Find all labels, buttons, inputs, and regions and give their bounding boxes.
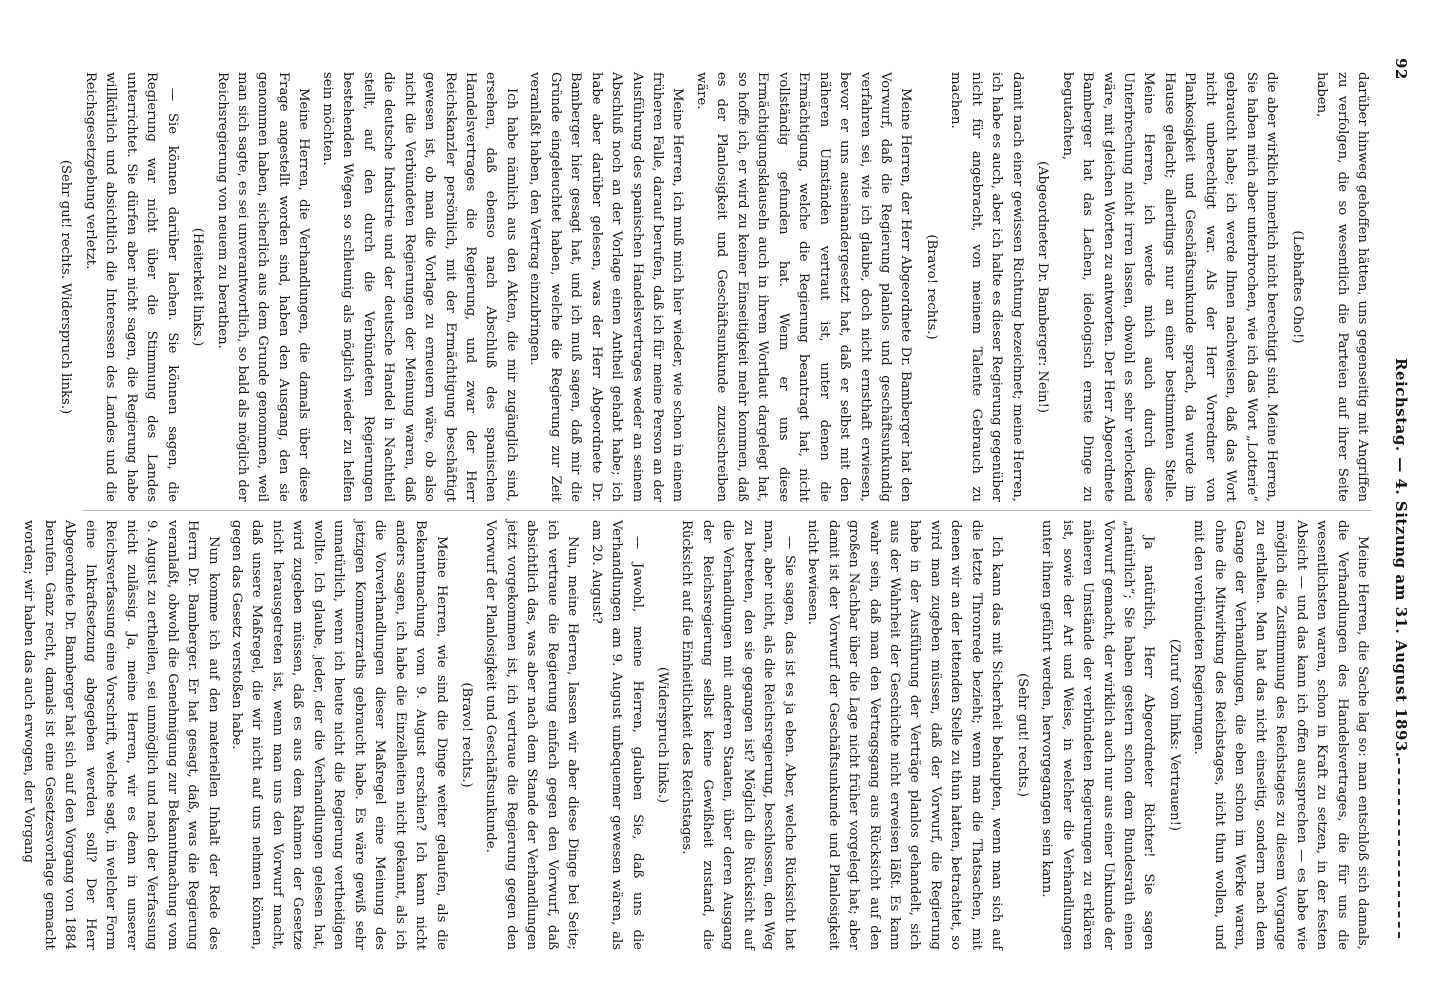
interjection-note: (Lebhaftes Oho!) bbox=[1289, 230, 1305, 344]
speech-paragraph: die aber wirklich innerlich nicht berechtigt sind. Meine Herren, Sie haben mich aber unterbrochen, wie ich das Wort „Lotterie“ gebraucht habe; ich werde Ihnen nachweisen, daß das Wort nicht unberechtigt war. Als der Herr Vorredner von Plankosigkeit und Geschäftsunkunde sprach, da wurde im Hause gelacht; allerdings nur an einer bestimmten Stelle. Meine Herren, ich werde mich auch durch diese Unterbrechung nicht irren lassen, obwohl es sehr verlockend wäre, mit gleichen Worten zu antworten. Der Herr Abgeordnete Bamberger hat das Lachen, ideologisch ernste Dinge zu begutachten, bbox=[1059, 72, 1280, 502]
speech-paragraph: Nun, meine Herren, lassen wir aber diese Dinge bei Seite; ich vertraue die Regierung einfach gegen den Vorwurf, daß absichtlich das, was aber nach dem Stande der Verhandlungen jetzt vorgekommen ist, ich vertraue die Regierung gegen den Vorwurf der Planlosigkeit und Geschäftsunkunde. bbox=[483, 520, 581, 950]
interjection-note: (Zuruf von links: Vertrauen!) bbox=[1166, 638, 1182, 832]
speech-paragraph: — Sie sagen, das ist es ja eben. Aber, welche Rücksicht hat man, aber nicht, als die Reichsregierung, beschlossen, den Weg zu betreten, den sie gegangen ist? Möglich die Rücksicht auf die Verhandlungen mit anderen Staaten, über deren Ausgang der Reichsregierung selbst keine Gewißheit zustand, die Rücksicht auf die Einheitlichkeit des Reichstages. bbox=[679, 520, 797, 950]
interjection-note: (Sehr gut! rechts.) bbox=[1014, 672, 1030, 798]
text-column-left bbox=[58, 72, 1372, 502]
interjection-note: (Widerspruch links.) bbox=[655, 666, 671, 804]
text-column-right bbox=[21, 520, 1372, 950]
interjection-note: (Sehr gut! rechts. Widerspruch links.) bbox=[58, 159, 74, 415]
page-header bbox=[1384, 58, 1414, 938]
speech-paragraph: — Sie können darüber lachen. Sie können sagen, die Regierung war nicht über die Stimmung des Landes unterrichtet. Sie dürfen aber nicht sagen, die Regierung habe willkürlich und absichtlich die Interessen des Landes und die Reichsgesetzgebung verletzt. bbox=[82, 72, 180, 502]
speech-paragraph: damit nach einer gewissen Richtung bezeichnet; meine Herren, ich habe es auch, aber ich halte es dieser Regierung gegenüber nicht für angebracht, von meinem Talente Gebrauch zu machen. bbox=[948, 72, 1025, 502]
speech-paragraph: Meine Herren, die Sache lag so: man entschloß sich damals, die Verhandlungen des Handelsvertrages, die für uns die wesentlichsten waren, schon in Kraft zu setzen, in der festen Absicht — und das kann ich offen aussprechen — es habe wie möglich die Zustimmung des Reichstages zu diesem Vorgange zu erhalten. Man hat das nicht einseitig, sondern nach dem Gange der Verhandlungen, die eben schon im Werke waren, ohne die Mitwirkung des Reichstages, nicht thun wollen, und mit den verbündeten Regierungen. bbox=[1191, 520, 1370, 950]
column-divider bbox=[82, 510, 1372, 511]
speech-paragraph: Nun komme ich auf den materiellen Inhalt der Rede des Herrn Dr. Bamberger. Er hat gesagt, daß, was die Regierung veranlaßt, obwohl die Genehmigung zur Bekanntmachung vom 9. August zu ertheilen, sei unmöglich und nach der Verfassung nicht zulässig. Ja, meine Herren, wir es denn in unserer Reichsverfassung eine Vorschrift, welche sagt, in welcher Form eine Inkraftsetzung abgegeben werden soll? Der Herr Abgeordnete Dr. Bamberger hat sich auf den Vorgang von 1884 berufen. Ganz recht, damals ist eine Gesetzesvorlage gemacht worden; wir haben das auch erwogen, der Vorgang bbox=[21, 520, 221, 950]
speech-paragraph: Meine Herren, ich muß mich hier wieder, wie schon in einem früheren Falle, darauf berufen, daß ich für meine Person an der Ausführung des spanischen Handelsvertrages weder an seinem Abschluß noch an der Vorlage einen Antheil gehabt habe; ich habe aber darüber gelesen, was der Herr Abgeordnete Dr. Bamberger hier gesagt hat, und ich muß sagen, daß mir die Gründe eingeleuchtet haben, welche die Regierung zur Zeit veranlaßt haben, den Vertrag einzubringen. bbox=[527, 72, 686, 502]
speech-paragraph: Ja natürlich, Herr Abgeordneter Richter! Sie sagen „natürlich“; Sie haben gestern schon dem Bundesrath einen Vorwurf gemacht, der wirklich auch nur aus einer Unkunde der näheren Umstände der verbündeten Regierungen zu erklären ist, sowie der Art und Weise, in welcher die Verhandlungen unter ihnen geführt werden, hervorgegangen sein kann. bbox=[1039, 520, 1157, 950]
running-title: Reichstag. — 4. Sitzung am 31. August 1893. bbox=[1392, 358, 1410, 758]
speech-paragraph: Ich kann das mit Sicherheit behaupten, wenn man sich auf die letzte Thronrede bezieht; wenn man die Thatsachen, mit denen wir an der lettenden Stelle zu thun hatten, betrachtet, so wird man zugeben müssen, daß der Vorwurf, die Regierung habe in der Ausführung der Verträge planlos gehandelt, sich aus der Wahrheit der Geschichte nicht erweisen läßt. Es kann wahr sein, daß man den Vertragsgang aus Rücksicht auf den großen Nachbar über die Lage nicht früher vorgelegt hat; aber damit ist der Vorwurf der Geschäftsunkunde und Planlosigkeit nicht bewiesen. bbox=[805, 520, 1005, 950]
interjection-note: (Abgeordneter Dr. Bamberger: Nein!) bbox=[1035, 160, 1051, 414]
interjection-note: (Bravo! rechts.) bbox=[458, 682, 474, 788]
speech-paragraph: darüber hinweg gehoffen hätten, uns gegenseitig mit Angriffen zu verfolgen, die so wesentlich die Parteien auf ihrer Seite haben, bbox=[1314, 72, 1370, 502]
header-rule bbox=[1398, 758, 1400, 938]
speech-paragraph: Ich habe nämlich aus den Akten, die mir zugänglich sind, ersehen, daß ebenso nach Abschluß des spanischen Handelsvertrages die Regierung, und zwar der Herr Reichskanzler persönlich, mit der Ermächtigung beschäftigt gewesen ist, ob man die Vorlage zu erneuern wäre, ob also nicht die Verbündeten Regierungen der Meinung waren, daß die deutsche Industrie und der deutsche Handel in Nachtheil stellt, auf den durch die Verbündeten Regierungen bestehenden Wegen so schleunig als möglich wieder zu helfen sein möchten. bbox=[319, 72, 519, 502]
speech-paragraph: Meine Herren, die Verhandlungen, die damals über diese Frage angestellt worden sind, haben den Ausgang, den sie genommen haben, sicherlich aus dem Grunde genommen, weil man sich sagte, es sei unverantwortlich, so bald als möglich der Reichsregierung von neuem zu berathen. bbox=[214, 72, 312, 502]
speech-paragraph: Meine Herren, wie sind die Dinge weiter gelaufen, als die Bekanntmachung vom 9. August erschien? Ich kann nicht anders sagen, ich habe die Einzelheiten nicht gekannt, als ich die Vorverhandlungen dieser Maßregel eine Meinung des jetzigen Kommerzraths gebraucht habe. Es wäre gewiß sehr unnatürlich, wenn ich heute nicht die Regierung vertheidigen wollte. Ich glaube, jeder, der die Verhandlungen gelesen hat, wird zugeben müssen, daß es aus dem Rahmen der Gesetze nicht herausgetreten ist, wenn man uns den Vorwurf macht, daß unsere Maßregel, die wir nicht auf uns nehmen können, gegen das Gesetz verstoßen habe. bbox=[228, 520, 449, 950]
interjection-note: (Heiterkeit links.) bbox=[190, 227, 206, 347]
page-number: 92 bbox=[1392, 58, 1410, 80]
interjection-note: (Bravo! rechts.) bbox=[923, 234, 939, 340]
speech-paragraph: Meine Herren, der Herr Abgeordnete Dr. Bamberger hat den Vorwurf, daß die Regierung planlos und geschäftsunkundig verfahren sei, wie ich glaube, doch nicht ernsthaft erwiesen, bevor er uns auseinandergesetzt hat, daß er selbst mit den näheren Umständen vertraut ist, unter denen die Ermächtigung, welche die Regierung beantragt hat, nicht vollständig gefunden hat. Wenn er uns diese Ermächtigungsklauseln auch in ihrem Wortlaut dargelegt hat, so hoffe ich, er wird zu keiner Einseitigkeit mehr kommen, daß es der Planlosigkeit und Geschäftsunkunde zuzuschreiben wäre. bbox=[693, 72, 914, 502]
speech-paragraph: — Jawohl, meine Herren, glauben Sie, daß uns die Verhandlungen am 9. August unbequemer gewesen wären, als am 20. August? bbox=[588, 520, 645, 950]
